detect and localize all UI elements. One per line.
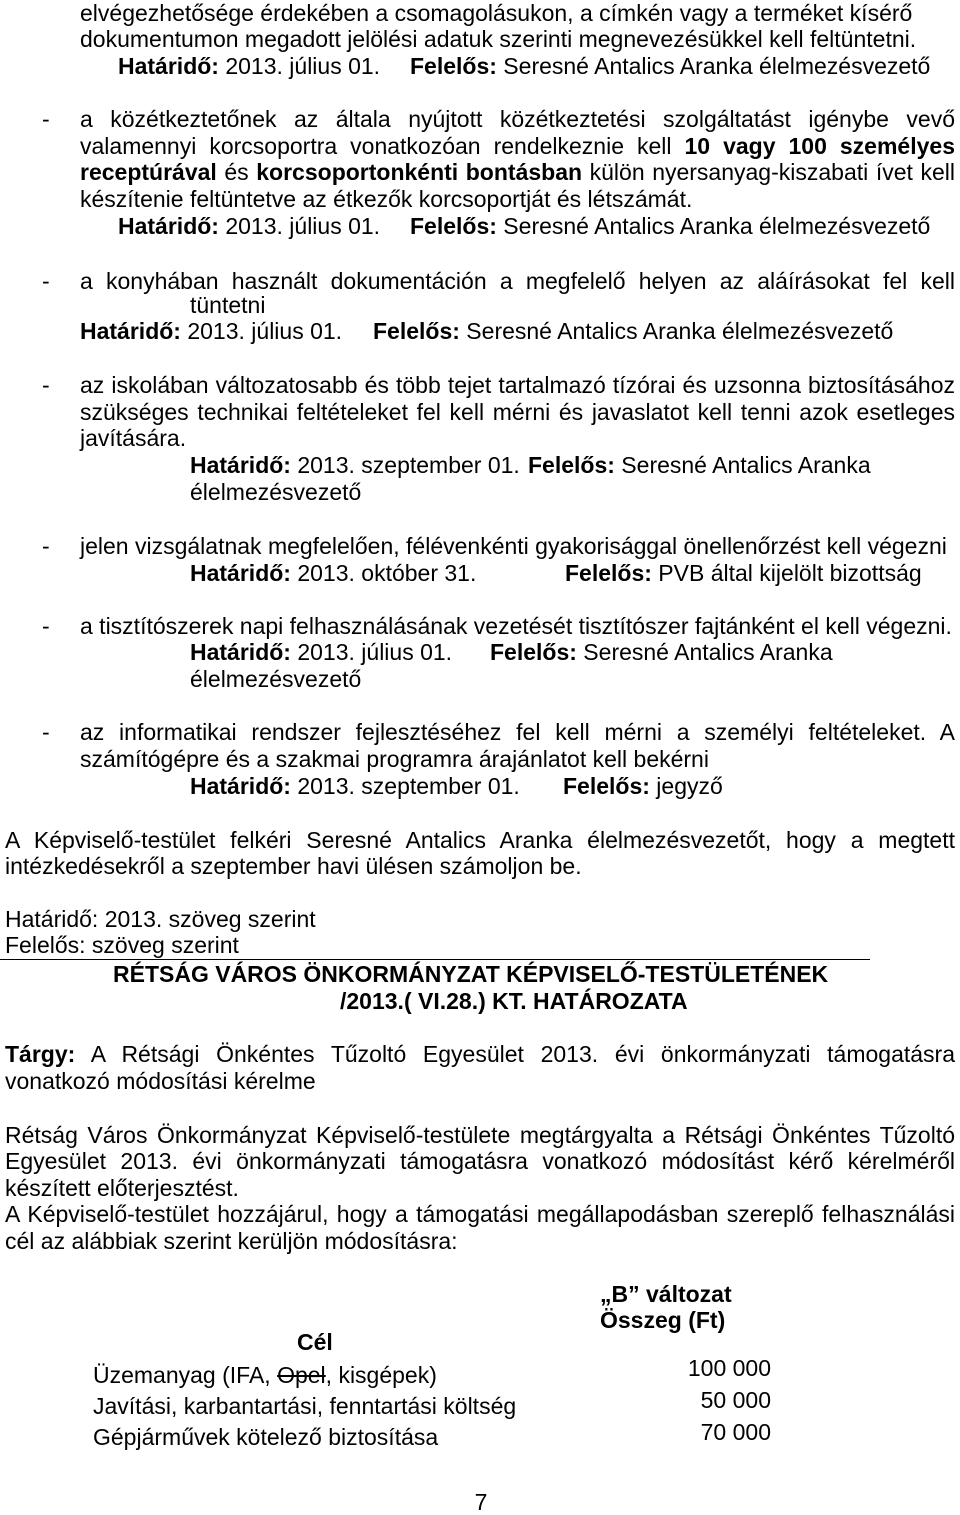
intro-line: dokumentumon megadott jelölési adatuk szerinti megnevezésükkel kell feltüntetni. [80, 26, 917, 52]
separator-line [0, 959, 870, 960]
table-header-amount: Összeg (Ft) [600, 1307, 726, 1333]
deadline-date: 2013. szeptember 01. [290, 452, 520, 478]
deadline-label: Határidő: [118, 213, 219, 239]
deadline-label: Határidő: [118, 53, 219, 79]
table-header-variant: „B” változat [600, 1281, 732, 1307]
list-item-line [80, 159, 955, 185]
bold-text-segment: receptúrával [80, 159, 217, 185]
responsible-value: Seresné Antalics Aranka [576, 639, 833, 665]
list-item-line [80, 719, 955, 745]
list-item-line [80, 268, 955, 294]
deadline-row [80, 318, 342, 344]
deadline-label: Határidő: [190, 639, 291, 665]
responsible-row [410, 53, 930, 79]
body-line: készített előterjesztést. [5, 1175, 239, 1201]
list-item-line: a tisztítószerek napi felhasználásának vezetését tisztítószer fajtánként el kell végezni. [80, 613, 952, 639]
responsible-label: Felelős: [410, 213, 497, 239]
deadline-date: 2013. július 01. [290, 639, 453, 665]
body-line [5, 1201, 955, 1227]
list-bullet: - [42, 372, 50, 398]
text-segment: A Képviselő-testület felkéri Seresné Antalics Aranka élelmezésvezetőt, hogy a megtett [5, 827, 955, 853]
deadline-row [190, 452, 520, 478]
responsible-label: Felelős: [565, 560, 652, 586]
list-bullet: - [42, 106, 50, 132]
text-segment: az informatikai rendszer fejlesztéséhez fel kell mérni a személyi feltételeket. A [80, 719, 955, 745]
list-bullet: - [42, 719, 50, 745]
page-number: 7 [474, 1489, 488, 1515]
responsible-row [563, 773, 723, 799]
responsible-value-continued: élelmezésvezető [190, 479, 362, 505]
responsible-label: Felelős: [490, 639, 577, 665]
closing-paragraph-line: intézkedésekről a szeptember havi ülésen számoljon be. [5, 853, 582, 879]
deadline-label: Határidő: [190, 452, 291, 478]
list-item-line: tüntetni [190, 292, 266, 318]
responsible-value: jegyző [649, 773, 723, 799]
list-item-line [80, 106, 955, 132]
table-row-purpose: Gépjárművek kötelező biztosítása [93, 1424, 439, 1450]
responsible-value: Seresné Antalics Aranka élelmezésvezető [496, 213, 931, 239]
list-bullet: - [42, 613, 50, 639]
text-segment: A Képviselő-testület hozzájárul, hogy a támogatási megállapodásban szereplő felhasználási [5, 1201, 955, 1227]
table-row-purpose [93, 1362, 437, 1388]
subject-line [5, 1041, 955, 1067]
list-item-line [80, 399, 955, 425]
deadline-row [118, 53, 380, 79]
responsible-value: Seresné Antalics Aranka élelmezésvezető [459, 318, 894, 344]
text-segment: a konyhában használt dokumentáción a megfelelő helyen az aláírásokat fel kell [80, 268, 955, 294]
closing-responsible: Felelős: szöveg szerint [5, 932, 239, 958]
text-segment: valamennyi korcsoportra vonatkozóan rendelkeznie kell [80, 133, 685, 159]
closing-paragraph-line [5, 827, 955, 853]
body-line [5, 1122, 955, 1148]
body-line [5, 1148, 955, 1174]
list-bullet: - [42, 533, 50, 559]
text-segment: a közétkeztetőnek az általa nyújtott közétkeztetési szolgáltatást igénybe vevő [80, 106, 955, 132]
deadline-label: Határidő: [190, 560, 291, 586]
text-segment: az iskolában változatosabb és több tejet tartalmazó tízórai és uzsonna biztosításához [80, 372, 955, 398]
text-segment: szükséges technikai feltételeket fel kell mérni és javaslatot kell tenni azok esetleges [80, 399, 955, 425]
list-item-line: jelen vizsgálatnak megfelelően, félévenkénti gyakorisággal önellenőrzést kell végezni [80, 533, 947, 559]
responsible-value: Seresné Antalics Aranka élelmezésvezető [496, 53, 931, 79]
text-segment: , kisgépek) [325, 1362, 437, 1388]
text-segment: Üzemanyag (IFA, [93, 1362, 278, 1388]
subject-line: vonatkozó módosítási kérelme [5, 1068, 316, 1094]
list-bullet: - [42, 268, 50, 294]
deadline-label: Határidő: [190, 773, 291, 799]
responsible-value-continued: élelmezésvezető [190, 666, 362, 692]
deadline-row [118, 213, 380, 239]
body-line: cél az alábbiak szerint kerüljön módosításra: [5, 1228, 458, 1254]
subject-text: A Rétsági Önkéntes Tűzoltó Egyesület 2013. évi önkormányzati támogatásra [75, 1041, 955, 1067]
resolution-title: RÉTSÁG VÁROS ÖNKORMÁNYZAT KÉPVISELŐ-TESTÜLETÉNEK [113, 961, 829, 987]
deadline-date: 2013. szeptember 01. [290, 773, 520, 799]
deadline-date: 2013. október 31. [290, 560, 477, 586]
table-row-amount: 100 000 [687, 1355, 771, 1381]
deadline-row [190, 560, 476, 586]
deadline-date: 2013. július 01. [180, 318, 343, 344]
deadline-row [190, 773, 520, 799]
deadline-date: 2013. július 01. [218, 53, 381, 79]
list-item-line: készítenie feltüntetve az étkezők korcsoportját és létszámát. [80, 186, 693, 212]
text-segment: külön nyersanyag-kiszabati ívet kell [582, 159, 955, 185]
deadline-label: Határidő: [80, 318, 181, 344]
responsible-row [373, 318, 893, 344]
deadline-date: 2013. július 01. [218, 213, 381, 239]
bold-text-segment: 10 vagy 100 személyes [684, 133, 955, 159]
list-item-line: számítógépre és a szakmai programra árajánlatot kell bekérni [80, 746, 709, 772]
responsible-label: Felelős: [373, 318, 460, 344]
subject-label: Tárgy: [5, 1041, 76, 1067]
table-row-amount: 70 000 [700, 1419, 771, 1445]
table-row-purpose: Javítási, karbantartási, fenntartási költség [93, 1393, 517, 1419]
table-row-amount: 50 000 [700, 1387, 771, 1413]
list-item-line [80, 372, 955, 398]
resolution-number: /2013.( VI.28.) KT. HATÁROZATA [340, 988, 688, 1014]
responsible-label: Felelős: [563, 773, 650, 799]
responsible-row [565, 560, 922, 586]
responsible-row [490, 639, 833, 665]
text-segment: és [216, 159, 257, 185]
closing-deadline: Határidő: 2013. szöveg szerint [5, 906, 316, 932]
responsible-label: Felelős: [410, 53, 497, 79]
intro-line: elvégezhetősége érdekében a csomagolásukon, a címkén vagy a terméket kísérő [80, 0, 913, 26]
responsible-row [410, 213, 930, 239]
struck-text: Opel [277, 1362, 326, 1388]
list-item-line: javítására. [80, 425, 187, 451]
responsible-label: Felelős: [528, 452, 615, 478]
deadline-row [190, 639, 452, 665]
text-segment: Rétság Város Önkormányzat Képviselő-testülete megtárgyalta a Rétsági Önkéntes Tűzoltó [5, 1122, 955, 1148]
responsible-value: PVB által kijelölt bizottság [651, 560, 922, 586]
responsible-value: Seresné Antalics Aranka [614, 452, 871, 478]
table-header-purpose: Cél [297, 1329, 333, 1355]
text-segment: Egyesület 2013. évi önkormányzati támogatásra vonatkozó módosítást kérő kérelméről [5, 1148, 955, 1174]
list-item-line [80, 133, 955, 159]
responsible-row [528, 452, 871, 478]
bold-text-segment: korcsoportonkénti bontásban [256, 159, 583, 185]
